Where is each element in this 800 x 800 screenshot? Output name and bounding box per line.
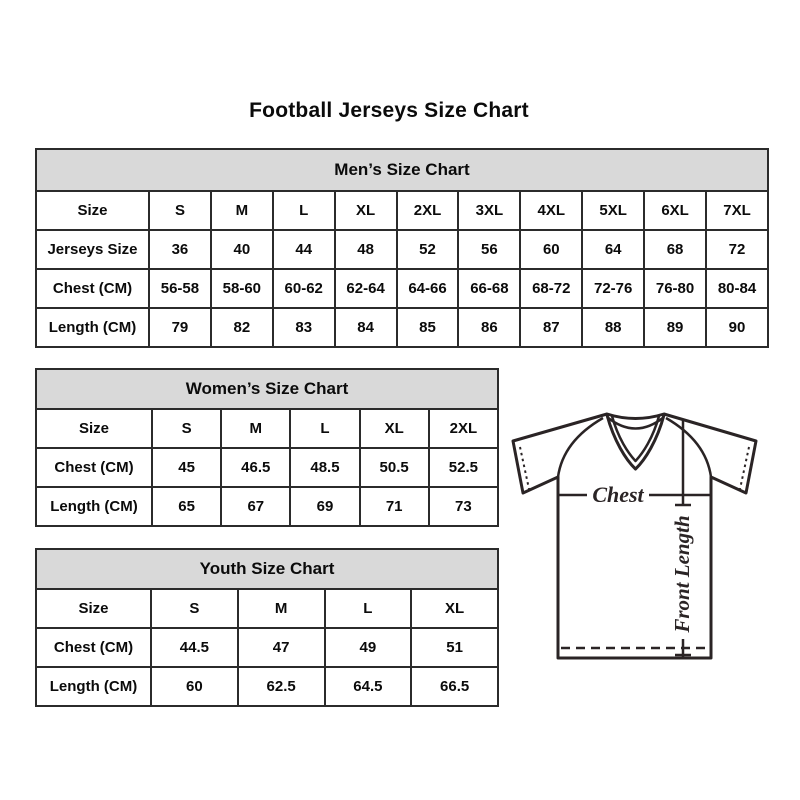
column-header-cell: L [290,409,359,448]
value-cell: 46.5 [221,448,290,487]
table-row [36,487,498,526]
column-header-cell: S [152,409,221,448]
value-cell: 72 [706,230,768,269]
value-cell: 56 [458,230,520,269]
value-cell: 88 [582,308,644,347]
row-header-cell: Length (CM) [36,667,151,706]
table-title-row [36,149,768,191]
column-header-cell: M [211,191,273,230]
value-cell: 67 [221,487,290,526]
chest-label: Chest [592,482,644,507]
value-cell: 56-58 [149,269,211,308]
value-cell: 47 [238,628,325,667]
value-cell: 60-62 [273,269,335,308]
value-cell: 58-60 [211,269,273,308]
column-header-cell: 4XL [520,191,582,230]
womens-size-table [35,368,499,527]
column-header-cell: S [149,191,211,230]
table-row [36,589,498,628]
column-header-cell: 3XL [458,191,520,230]
column-header-cell: XL [411,589,498,628]
row-header-cell: Size [36,409,152,448]
table-row [36,409,498,448]
table-row [36,230,768,269]
value-cell: 64 [582,230,644,269]
table-title-row [36,369,498,409]
value-cell: 79 [149,308,211,347]
table-row [36,308,768,347]
youth-size-table [35,548,499,707]
row-header-cell: Size [36,191,149,230]
value-cell: 69 [290,487,359,526]
value-cell: 64.5 [325,667,412,706]
value-cell: 68-72 [520,269,582,308]
value-cell: 90 [706,308,768,347]
value-cell: 50.5 [360,448,429,487]
value-cell: 52 [397,230,459,269]
page-title: Football Jerseys Size Chart [249,99,529,122]
value-cell: 76-80 [644,269,706,308]
value-cell: 89 [644,308,706,347]
jersey-body-outline [513,414,756,658]
column-header-cell: 2XL [397,191,459,230]
value-cell: 60 [151,667,238,706]
value-cell: 52.5 [429,448,498,487]
value-cell: 62-64 [335,269,397,308]
table-row [36,191,768,230]
womens-table-title: Women’s Size Chart [36,369,498,409]
row-header-cell: Jerseys Size [36,230,149,269]
table-row [36,448,498,487]
value-cell: 60 [520,230,582,269]
table-row [36,667,498,706]
value-cell: 51 [411,628,498,667]
jersey-diagram-svg [503,403,769,665]
mens-size-table [35,148,769,348]
value-cell: 44.5 [151,628,238,667]
column-header-cell: 7XL [706,191,768,230]
column-header-cell: 6XL [644,191,706,230]
value-cell: 48 [335,230,397,269]
row-header-cell: Length (CM) [36,308,149,347]
row-header-cell: Chest (CM) [36,448,152,487]
jersey-measurement-diagram [503,403,769,665]
mens-table-title: Men’s Size Chart [36,149,768,191]
table-row [36,269,768,308]
value-cell: 66.5 [411,667,498,706]
column-header-cell: L [273,191,335,230]
value-cell: 85 [397,308,459,347]
value-cell: 83 [273,308,335,347]
front-length-label: Front Length [670,515,694,633]
value-cell: 80-84 [706,269,768,308]
column-header-cell: XL [335,191,397,230]
mens-size-chart-section [35,148,769,348]
column-header-cell: S [151,589,238,628]
table-title-row [36,549,498,589]
column-header-cell: XL [360,409,429,448]
value-cell: 68 [644,230,706,269]
value-cell: 72-76 [582,269,644,308]
row-header-cell: Length (CM) [36,487,152,526]
row-header-cell: Chest (CM) [36,269,149,308]
value-cell: 71 [360,487,429,526]
column-header-cell: 5XL [582,191,644,230]
youth-table-title: Youth Size Chart [36,549,498,589]
value-cell: 45 [152,448,221,487]
value-cell: 40 [211,230,273,269]
value-cell: 36 [149,230,211,269]
value-cell: 44 [273,230,335,269]
value-cell: 48.5 [290,448,359,487]
youth-size-chart-section [35,548,499,707]
row-header-cell: Size [36,589,151,628]
row-header-cell: Chest (CM) [36,628,151,667]
value-cell: 65 [152,487,221,526]
column-header-cell: M [238,589,325,628]
table-row [36,628,498,667]
column-header-cell: 2XL [429,409,498,448]
value-cell: 49 [325,628,412,667]
column-header-cell: M [221,409,290,448]
value-cell: 87 [520,308,582,347]
womens-size-chart-section [35,368,499,527]
value-cell: 73 [429,487,498,526]
column-header-cell: L [325,589,412,628]
value-cell: 82 [211,308,273,347]
value-cell: 64-66 [397,269,459,308]
value-cell: 84 [335,308,397,347]
value-cell: 86 [458,308,520,347]
value-cell: 62.5 [238,667,325,706]
value-cell: 66-68 [458,269,520,308]
